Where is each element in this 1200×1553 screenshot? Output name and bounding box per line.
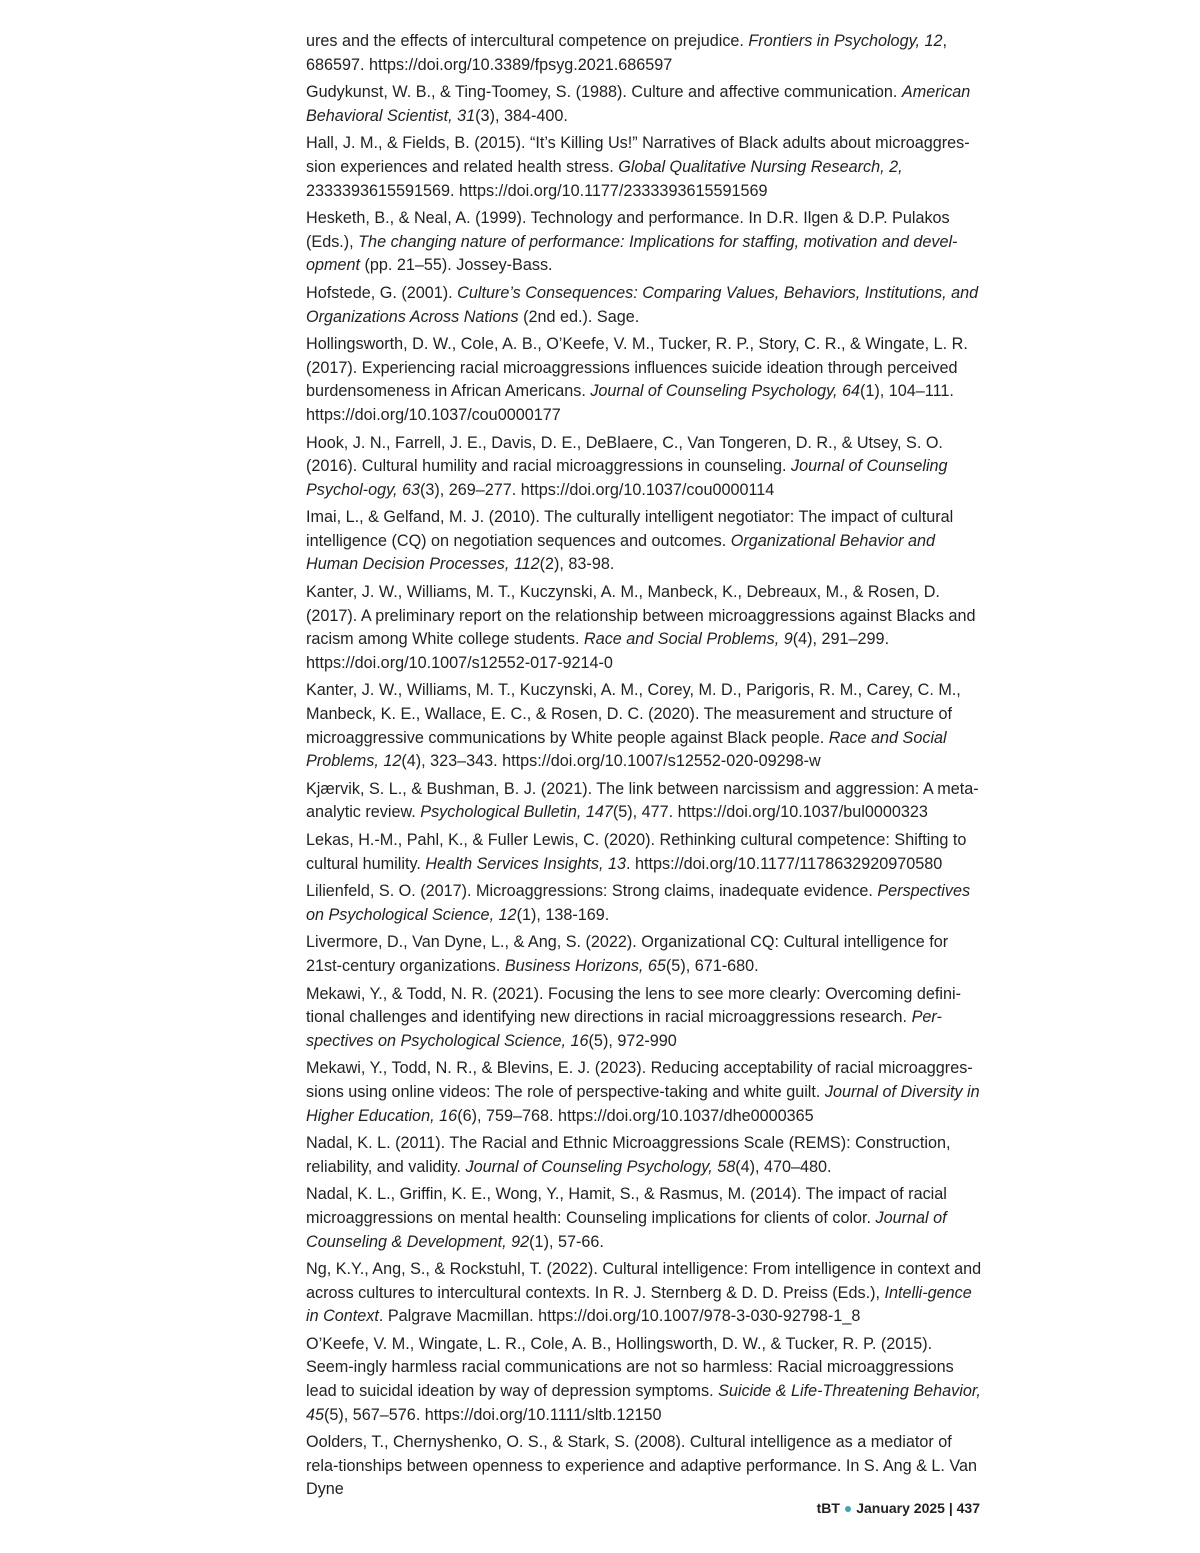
reference-source-italic: Frontiers in Psychology, 12 bbox=[748, 32, 943, 50]
reference-text: Hofstede, G. (2001). bbox=[306, 283, 458, 302]
reference-text: Livermore, D., Van Dyne, L., & Ang, S. (2022). Organizational CQ: Cultural intelligence for 21st-century organizations. bbox=[306, 933, 949, 975]
reference-entry bbox=[306, 30, 982, 77]
reference-text: Hall, J. M., & Fields, B. (2015). “It’s Killing Us!” Narratives of Black adults about microaggres-sion experiences and related health stress. bbox=[306, 134, 970, 176]
reference-text: (3), 269–277. https://doi.org/10.1037/cou0000114 bbox=[419, 480, 775, 499]
reference-source-italic: Journal of Counseling & Development, 92 bbox=[306, 1208, 947, 1251]
reference-source-italic: Race and Social Problems, 9 bbox=[584, 630, 793, 649]
reference-text: (5), 477. https://doi.org/10.1037/bul0000323 bbox=[612, 803, 928, 822]
reference-text: (3), 384-400. bbox=[475, 106, 568, 125]
reference-text: Kanter, J. W., Williams, M. T., Kuczynski, A. M., Corey, M. D., Parigoris, R. M., Carey, C. M., Manbeck, K. E., Wallace, E. C., & Rosen, D. C. (2020). The measurement and structure of microaggressive communications by White people against Black people. bbox=[306, 681, 961, 747]
reference-entry bbox=[306, 432, 982, 503]
footer-date: January 2025 bbox=[856, 1500, 945, 1516]
reference-entry bbox=[306, 1132, 982, 1179]
reference-entry bbox=[306, 282, 982, 329]
reference-text: (2nd ed.). Sage. bbox=[518, 307, 640, 326]
reference-list bbox=[306, 30, 982, 1506]
reference-text: (4), 470–480. bbox=[735, 1157, 832, 1176]
reference-source-italic: Journal of Counseling Psychol-ogy, 63 bbox=[306, 457, 948, 499]
reference-text: (5), 671-680. bbox=[665, 956, 759, 975]
reference-source-italic: Health Services Insights, 13 bbox=[425, 854, 626, 873]
reference-text: Kjærvik, S. L., & Bushman, B. J. (2021). The link between narcissism and aggression: A meta-analytic review. bbox=[306, 779, 979, 822]
footer-brand: tBT bbox=[816, 1500, 840, 1516]
reference-source-italic: Global Qualitative Nursing Research, 2, bbox=[618, 157, 903, 176]
reference-entry bbox=[306, 581, 982, 675]
reference-text: Lilienfeld, S. O. (2017). Microaggressions: Strong claims, inadequate evidence. bbox=[306, 882, 878, 901]
reference-entry bbox=[306, 1431, 982, 1502]
reference-entry bbox=[306, 207, 982, 278]
reference-text: Nadal, K. L., Griffin, K. E., Wong, Y., Hamit, S., & Rasmus, M. (2014). The impact of racial microaggressions on mental health: Counseling implications for clients of color. bbox=[306, 1185, 947, 1227]
reference-entry bbox=[306, 829, 982, 876]
reference-text: (4), 291–299. https://doi.org/10.1007/s12552-017-9214-0 bbox=[306, 630, 890, 672]
reference-source-italic: Race and Social Problems, 12 bbox=[306, 728, 947, 771]
reference-source-italic: Journal of Counseling Psychology, 58 bbox=[465, 1157, 736, 1176]
reference-text: . Palgrave Macmillan. https://doi.org/10.1007/978-3-030-92798-1_8 bbox=[378, 1307, 861, 1326]
reference-source-italic: American Behavioral Scientist, 31 bbox=[306, 83, 971, 125]
reference-source-italic: Business Horizons, 65 bbox=[504, 956, 666, 975]
reference-text: Kanter, J. W., Williams, M. T., Kuczynski, A. M., Manbeck, K., Debreaux, M., & Rosen, D. (2017). A preliminary report on the relationship between microaggressions against Blacks and racism among White college students. bbox=[306, 583, 976, 649]
reference-text: O’Keefe, V. M., Wingate, L. R., Cole, A. B., Hollingsworth, D. W., & Tucker, R. P. (2015). Seem-ingly harmless racial communications are not so harmless: Racial microaggressions lead to suicidal ideation by way of depression symptoms. bbox=[306, 1334, 954, 1401]
reference-source-italic: Organizational Behavior and Human Decision Processes, 112 bbox=[306, 531, 936, 574]
reference-entry bbox=[306, 132, 982, 203]
reference-source-italic: The changing nature of performance: Implications for staffing, motivation and devel-opment bbox=[306, 232, 958, 275]
reference-text: (1), 138-169. bbox=[516, 905, 610, 924]
footer-divider: | bbox=[948, 1500, 953, 1516]
reference-source-italic: Perspectives on Psychological Science, 12 bbox=[306, 882, 971, 924]
reference-entry bbox=[306, 81, 982, 128]
reference-text: (1), 57-66. bbox=[529, 1232, 604, 1251]
reference-text: Mekawi, Y., & Todd, N. R. (2021). Focusing the lens to see more clearly: Overcoming defini-tional challenges and identifying new directions in racial microaggressions research. bbox=[306, 984, 961, 1027]
page-number: 437 bbox=[956, 1500, 980, 1516]
reference-entry bbox=[306, 506, 982, 577]
page-footer bbox=[700, 1500, 980, 1516]
reference-text: Nadal, K. L. (2011). The Racial and Ethnic Microaggressions Scale (REMS): Construction, reliability, and validity. bbox=[306, 1134, 951, 1176]
reference-text: (pp. 21–55). Jossey-Bass. bbox=[360, 256, 553, 275]
reference-source-italic: Intelli-gence in Context bbox=[306, 1283, 972, 1326]
reference-text: Lekas, H.-M., Pahl, K., & Fuller Lewis, C. (2020). Rethinking cultural competence: Shifting to cultural humility. bbox=[306, 831, 967, 873]
reference-text: Oolders, T., Chernyshenko, O. S., & Stark, S. (2008). Cultural intelligence as a mediator of rela-tionships between openness to experience and adaptive performance. In S. Ang & L. Van Dyne bbox=[306, 1433, 978, 1499]
reference-text: Mekawi, Y., Todd, N. R., & Blevins, E. J. (2023). Reducing acceptability of racial microaggres-sions using online videos: The role of perspective-taking and white guilt. bbox=[306, 1059, 973, 1101]
reference-source-italic: Culture’s Consequences: Comparing Values, Behaviors, Institutions, and Organizations Across Nations bbox=[306, 283, 979, 326]
reference-entry bbox=[306, 1258, 982, 1329]
reference-entry bbox=[306, 1183, 982, 1254]
reference-text: Hook, J. N., Farrell, J. E., Davis, D. E., DeBlaere, C., Van Tongeren, D. R., & Utsey, S. O. (2016). Cultural humility and racial microaggressions in counseling. bbox=[306, 433, 943, 476]
reference-entry bbox=[306, 1333, 982, 1427]
reference-source-italic: Per-spectives on Psychological Science, 16 bbox=[306, 1008, 942, 1050]
reference-text: Gudykunst, W. B., & Ting-Toomey, S. (1988). Culture and affective communication. bbox=[306, 83, 902, 102]
reference-entry bbox=[306, 679, 982, 773]
reference-text: Hesketh, B., & Neal, A. (1999). Technology and performance. In D.R. Ilgen & D.P. Pulakos (Eds.), bbox=[306, 209, 950, 251]
reference-text: ures and the effects of intercultural competence on prejudice. bbox=[306, 32, 749, 50]
reference-text: Ng, K.Y., Ang, S., & Rockstuhl, T. (2022). Cultural intelligence: From intelligence in context and across cultures to intercultural contexts. In R. J. Sternberg & D. D. Preiss (Eds.), bbox=[306, 1260, 982, 1302]
reference-text: , 686597. https://doi.org/10.3389/fpsyg.2021.686597 bbox=[306, 32, 947, 74]
reference-text: (5), 567–576. https://doi.org/10.1111/sltb.12150 bbox=[324, 1405, 662, 1424]
reference-entry bbox=[306, 1057, 982, 1128]
reference-text: 2333393615591569. https://doi.org/10.1177/2333393615591569 bbox=[306, 181, 768, 200]
reference-source-italic: Suicide & Life-Threatening Behavior, 45 bbox=[306, 1382, 981, 1424]
reference-source-italic: Journal of Diversity in Higher Education, 16 bbox=[306, 1082, 980, 1125]
reference-entry bbox=[306, 333, 982, 427]
reference-source-italic: Psychological Bulletin, 147 bbox=[420, 803, 613, 822]
reference-entry bbox=[306, 931, 982, 978]
reference-text: Hollingsworth, D. W., Cole, A. B., O’Keefe, V. M., Tucker, R. P., Story, C. R., & Wingate, L. R. (2017). Experiencing racial microaggressions influences suicide ideation through perceived burdensomeness in African Americans. bbox=[306, 335, 968, 401]
reference-text: . https://doi.org/10.1177/1178632920970580 bbox=[626, 854, 943, 873]
reference-entry bbox=[306, 880, 982, 927]
reference-entry bbox=[306, 983, 982, 1054]
reference-text: Imai, L., & Gelfand, M. J. (2010). The culturally intelligent negotiator: The impact of cultural intelligence (CQ) on negotiation sequences and outcomes. bbox=[306, 508, 954, 550]
reference-source-italic: Journal of Counseling Psychology, 64 bbox=[590, 382, 860, 401]
reference-text: (2), 83-98. bbox=[539, 555, 615, 574]
footer-dot-icon: ● bbox=[843, 1500, 853, 1516]
reference-text: (6), 759–768. https://doi.org/10.1037/dhe0000365 bbox=[457, 1106, 814, 1125]
reference-text: (4), 323–343. https://doi.org/10.1007/s12552-020-09298-w bbox=[401, 752, 821, 771]
reference-entry bbox=[306, 778, 982, 825]
reference-text: (5), 972-990 bbox=[588, 1031, 677, 1050]
reference-text: (1), 104–111. https://doi.org/10.1037/cou0000177 bbox=[306, 382, 954, 424]
